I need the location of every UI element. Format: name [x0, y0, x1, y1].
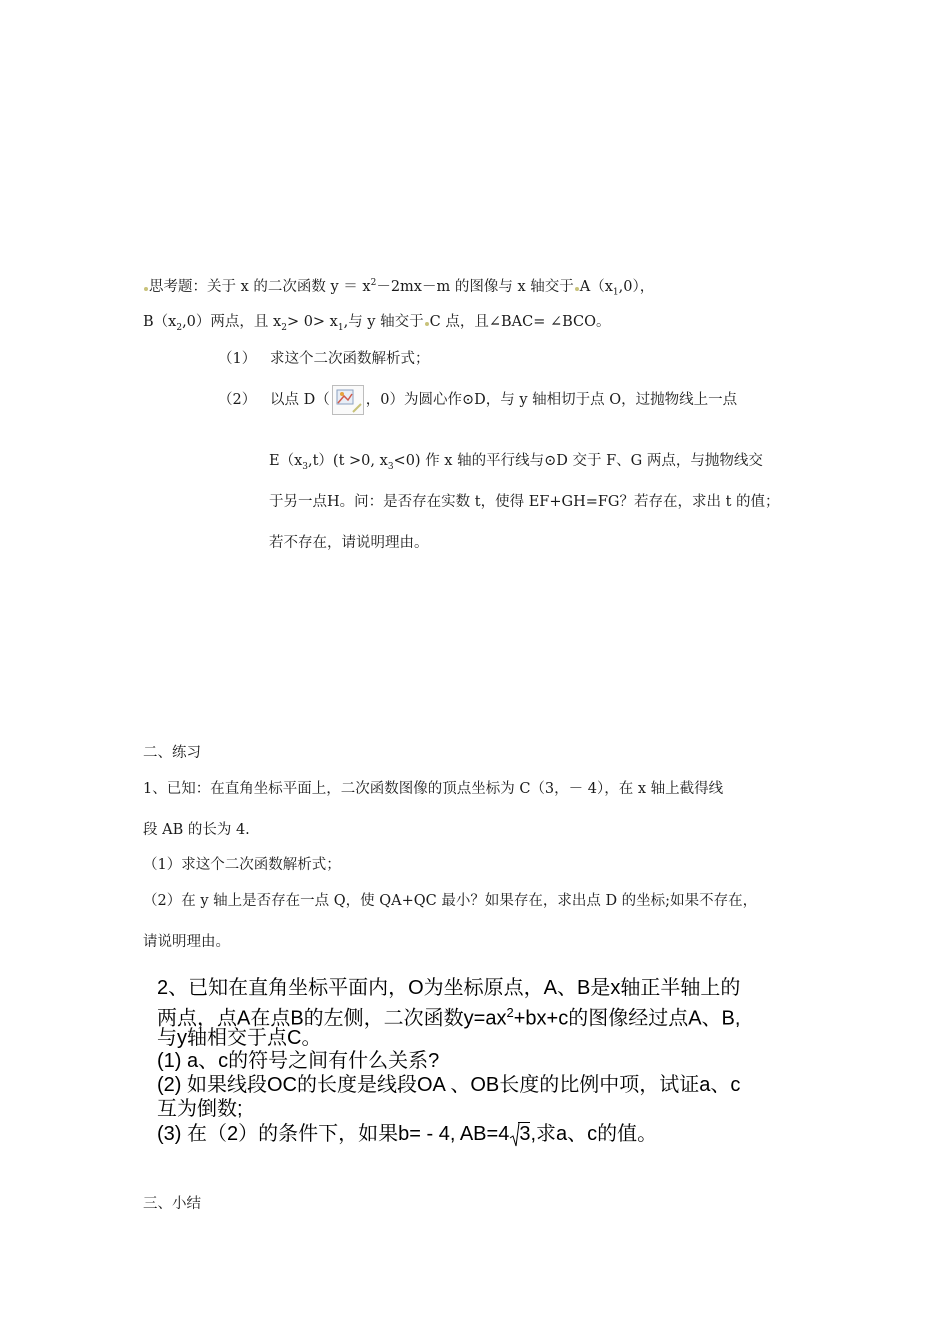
practice-1-question-2-cont: 请说明理由。 — [143, 934, 230, 950]
problem-2-line-2: 两点，点A在点B的左侧，二次函数$y=ax^2+bx+c$的图像经过点A、B, — [157, 1005, 741, 1030]
think-question-2-line-2: $E(x_3,t)(t >0$, $x_3<0$) 作 x 轴的平行线与⊙D 交于 F、G 两点，与抛物线交 — [269, 453, 763, 472]
problem-2-line-1: 2、已知在直角坐标平面内，O为坐标原点，A、B是x轴正半轴上的 — [157, 977, 741, 999]
practice-1-line-2: 段 AB 的长为 4. — [143, 822, 250, 838]
mark-dot — [144, 287, 148, 291]
square-root: 3 — [509, 1122, 530, 1146]
problem-2-line-4: (1) a、c的符号之间有什么关系? — [157, 1050, 440, 1072]
think-question-2-line-3: 于另一点H。问：是否存在实数 t，使得 EF+GH=FG？若存在，求出 t 的值； — [269, 494, 780, 510]
problem-2-line-3: 与y轴相交于点C。 — [157, 1027, 322, 1049]
problem-2-line-5: (2) 如果线段OC的长度是线段OA 、OB长度的比例中项，试证a、c — [157, 1074, 741, 1096]
think-line-1: 思考题：关于 x 的二次函数 $y = x^2-2mx-m$ 的图像与 x 轴交于 $A(x_1,0)$， — [143, 273, 654, 303]
practice-1-question-2: （2）在 y 轴上是否存在一点 Q，使 QA+QC 最小？如果存在，求出点 D 的坐标;如果不存在， — [143, 893, 758, 909]
practice-1-line-1: 1、已知：在直角坐标平面上，二次函数图像的顶点坐标为 C（3，－ 4），在 x 轴上截得线 — [143, 781, 724, 797]
practice-heading: 二、练习 — [143, 745, 201, 761]
summary-heading: 三、小结 — [143, 1196, 201, 1212]
broken-image-icon — [332, 385, 364, 415]
think-question-2-line-4: 若不存在，请说明理由。 — [269, 535, 429, 551]
think-line-2: $B(x_2,0)$两点，且 $x_2> 0> x_1$,与 y 轴交于 C 点，且∠BAC= ∠BCO。 — [143, 314, 611, 333]
mark-dot — [575, 287, 579, 291]
think-question-2: （2） 以点 D（ ，0）为圆心作⊙D，与 y 轴相切于点 O，过抛物线上一点 — [218, 385, 737, 415]
problem-2-line-6: 互为倒数; — [157, 1098, 243, 1120]
practice-1-question-1: （1）求这个二次函数解析式； — [143, 857, 341, 873]
think-question-1: （1） 求这个二次函数解析式； — [218, 351, 430, 367]
mark-dot — [425, 322, 429, 326]
problem-2-line-7: (3) 在（2）的条件下，如果b= - 4, AB=4 3,求a、c的值。 — [157, 1123, 658, 1145]
